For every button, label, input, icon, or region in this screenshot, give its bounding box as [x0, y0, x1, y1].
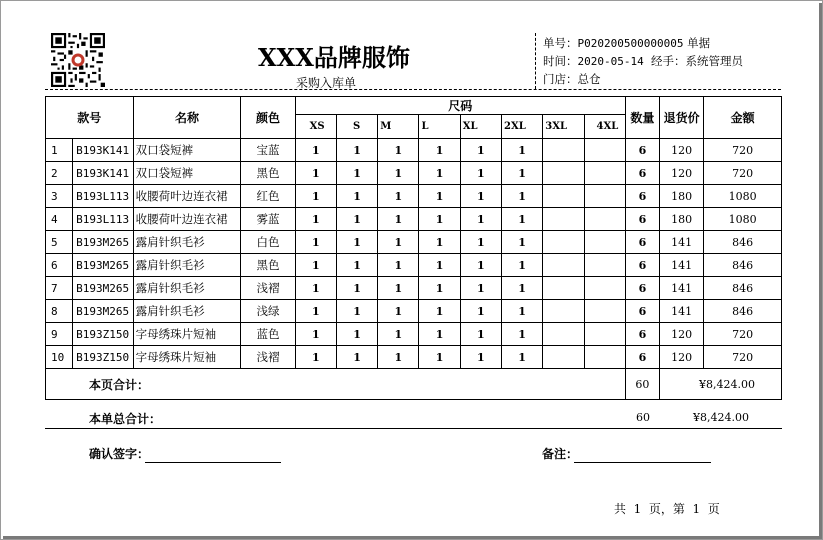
row-amount: 720	[704, 346, 782, 369]
row-code: B193M265	[73, 231, 133, 254]
row-size-qty: 1	[295, 162, 336, 185]
row-size-qty: 1	[295, 300, 336, 323]
row-price: 141	[660, 254, 704, 277]
row-code: B193Z150	[73, 323, 133, 346]
row-amount: 720	[704, 139, 782, 162]
table-row	[46, 346, 782, 369]
row-size-qty: 1	[295, 231, 336, 254]
store-value: 总仓	[577, 72, 601, 86]
row-size-qty: 1	[460, 231, 501, 254]
row-size-qty: 1	[502, 300, 543, 323]
page-subtotal-amount: ¥8,424.00	[660, 369, 782, 400]
row-size-qty: 1	[419, 139, 460, 162]
header-color: 颜色	[241, 97, 295, 139]
time-label: 时间：	[543, 54, 578, 68]
row-color: 宝蓝	[241, 139, 295, 162]
handler-label: 经手：	[651, 54, 686, 68]
row-size-qty: 1	[336, 208, 377, 231]
row-size-qty: 1	[419, 208, 460, 231]
row-qty: 6	[625, 254, 659, 277]
row-code: B193M265	[73, 277, 133, 300]
table-row	[46, 162, 782, 185]
row-size-qty: 1	[378, 300, 419, 323]
row-amount: 1080	[704, 208, 782, 231]
row-size-qty: 1	[502, 254, 543, 277]
row-size-qty: 1	[460, 254, 501, 277]
row-size-qty	[584, 277, 625, 300]
document-type: 采购入库单	[296, 76, 357, 90]
time-handler-line	[543, 53, 743, 69]
row-size-qty: 1	[502, 277, 543, 300]
doc-number: P020200500000005	[577, 37, 684, 50]
row-size-qty	[584, 231, 625, 254]
header-price: 退货价	[660, 97, 704, 139]
table-row	[46, 139, 782, 162]
table-row	[46, 323, 782, 346]
row-size-qty: 1	[502, 231, 543, 254]
row-code: B193K141	[73, 162, 133, 185]
row-index: 4	[46, 208, 73, 231]
row-price: 141	[660, 277, 704, 300]
row-size-qty: 1	[419, 231, 460, 254]
row-size-qty	[543, 346, 584, 369]
row-amount: 720	[704, 323, 782, 346]
row-size-qty: 1	[419, 346, 460, 369]
row-index: 5	[46, 231, 73, 254]
row-index: 6	[46, 254, 73, 277]
page-subtotal-qty: 60	[625, 369, 659, 400]
row-size-qty: 1	[419, 323, 460, 346]
row-amount: 720	[704, 162, 782, 185]
row-qty: 6	[625, 139, 659, 162]
row-size-qty	[584, 162, 625, 185]
row-index: 2	[46, 162, 73, 185]
row-size-qty: 1	[295, 139, 336, 162]
row-size-qty: 1	[336, 277, 377, 300]
row-size-qty: 1	[378, 139, 419, 162]
row-index: 10	[46, 346, 73, 369]
header-divider-vertical	[535, 33, 536, 89]
table-header-row	[46, 97, 782, 115]
row-index: 8	[46, 300, 73, 323]
row-size-qty: 1	[502, 139, 543, 162]
note-label: 备注：	[542, 447, 579, 461]
row-size-qty	[584, 323, 625, 346]
row-qty: 6	[625, 346, 659, 369]
doc-number-label: 单号：	[543, 36, 578, 50]
row-color: 雾蓝	[241, 208, 295, 231]
row-color: 浅褶	[241, 277, 295, 300]
row-size-qty: 1	[295, 254, 336, 277]
size-4xl: 4XL	[584, 115, 625, 139]
row-size-qty: 1	[502, 208, 543, 231]
row-size-qty: 1	[502, 323, 543, 346]
row-qty: 6	[625, 323, 659, 346]
row-color: 红色	[241, 185, 295, 208]
row-size-qty: 1	[336, 231, 377, 254]
header-size-group: 尺码	[295, 97, 625, 115]
row-size-qty	[543, 254, 584, 277]
row-size-qty: 1	[460, 277, 501, 300]
row-code: B193L113	[73, 185, 133, 208]
brand-title: XXX品牌服饰	[258, 43, 410, 72]
row-size-qty: 1	[336, 254, 377, 277]
row-name: 字母绣珠片短袖	[133, 323, 241, 346]
row-size-qty: 1	[295, 346, 336, 369]
row-size-qty: 1	[378, 185, 419, 208]
row-name: 双口袋短裤	[133, 162, 241, 185]
page-shadow-right	[819, 3, 822, 539]
grand-total-qty: 60	[636, 411, 650, 424]
row-size-qty: 1	[460, 185, 501, 208]
table-row	[46, 231, 782, 254]
row-index: 1	[46, 139, 73, 162]
sign-label: 确认签字：	[89, 447, 150, 461]
row-size-qty	[543, 139, 584, 162]
row-color: 黑色	[241, 162, 295, 185]
row-size-qty: 1	[295, 323, 336, 346]
table-row	[46, 277, 782, 300]
row-price: 120	[660, 139, 704, 162]
row-size-qty: 1	[460, 323, 501, 346]
row-color: 浅褶	[241, 346, 295, 369]
header-amount: 金额	[704, 97, 782, 139]
row-size-qty	[543, 277, 584, 300]
row-size-qty: 1	[336, 346, 377, 369]
row-qty: 6	[625, 162, 659, 185]
row-size-qty: 1	[295, 208, 336, 231]
table-row	[46, 300, 782, 323]
row-color: 黑色	[241, 254, 295, 277]
row-amount: 846	[704, 254, 782, 277]
row-size-qty	[543, 162, 584, 185]
row-size-qty: 1	[378, 277, 419, 300]
row-size-qty: 1	[460, 162, 501, 185]
row-code: B193Z150	[73, 346, 133, 369]
row-price: 120	[660, 162, 704, 185]
row-name: 露肩针织毛衫	[133, 300, 241, 323]
row-size-qty	[543, 185, 584, 208]
row-size-qty: 1	[460, 346, 501, 369]
row-size-qty: 1	[378, 208, 419, 231]
row-size-qty: 1	[336, 300, 377, 323]
page-subtotal-label: 本页合计：	[46, 369, 626, 400]
size-2xl: 2XL	[502, 115, 543, 139]
table-row	[46, 208, 782, 231]
row-size-qty: 1	[460, 139, 501, 162]
size-3xl: 3XL	[543, 115, 584, 139]
row-size-qty: 1	[419, 185, 460, 208]
header-qty: 数量	[625, 97, 659, 139]
time-value: 2020-05-14	[577, 55, 644, 68]
row-name: 露肩针织毛衫	[133, 254, 241, 277]
store-line	[543, 71, 601, 87]
row-index: 9	[46, 323, 73, 346]
row-size-qty: 1	[378, 323, 419, 346]
row-name: 字母绣珠片短袖	[133, 346, 241, 369]
size-l: L	[419, 115, 460, 139]
row-size-qty	[543, 323, 584, 346]
row-name: 双口袋短裤	[133, 139, 241, 162]
size-m: M	[378, 115, 419, 139]
header-name: 名称	[133, 97, 241, 139]
doc-number-line	[543, 35, 710, 51]
row-size-qty: 1	[460, 208, 501, 231]
row-amount: 846	[704, 231, 782, 254]
page-shadow-bottom	[3, 536, 821, 539]
row-name: 露肩针织毛衫	[133, 231, 241, 254]
row-name: 收腰荷叶边连衣裙	[133, 208, 241, 231]
table-row	[46, 254, 782, 277]
table-row	[46, 185, 782, 208]
row-price: 141	[660, 300, 704, 323]
row-name: 露肩针织毛衫	[133, 277, 241, 300]
grand-total-label: 本单总合计：	[89, 412, 162, 426]
grand-total-rule	[45, 428, 782, 429]
row-size-qty: 1	[502, 185, 543, 208]
row-size-qty	[584, 139, 625, 162]
note-line	[574, 462, 711, 463]
row-code: B193M265	[73, 300, 133, 323]
store-label: 门店：	[543, 72, 578, 86]
row-size-qty: 1	[378, 346, 419, 369]
row-size-qty: 1	[295, 185, 336, 208]
qr-code-icon	[51, 33, 105, 87]
row-price: 180	[660, 208, 704, 231]
row-price: 180	[660, 185, 704, 208]
row-size-qty: 1	[460, 300, 501, 323]
row-size-qty	[584, 185, 625, 208]
row-color: 白色	[241, 231, 295, 254]
row-amount: 846	[704, 277, 782, 300]
row-size-qty	[584, 300, 625, 323]
row-size-qty: 1	[336, 185, 377, 208]
row-size-qty: 1	[378, 162, 419, 185]
row-color: 蓝色	[241, 323, 295, 346]
row-qty: 6	[625, 185, 659, 208]
row-size-qty	[584, 208, 625, 231]
size-s: S	[336, 115, 377, 139]
row-size-qty	[584, 346, 625, 369]
row-size-qty: 1	[378, 254, 419, 277]
grand-total-amount: ¥8,424.00	[693, 411, 749, 424]
row-size-qty: 1	[295, 277, 336, 300]
row-amount: 1080	[704, 185, 782, 208]
row-size-qty: 1	[419, 254, 460, 277]
row-size-qty	[543, 208, 584, 231]
row-qty: 6	[625, 208, 659, 231]
row-size-qty	[543, 231, 584, 254]
handler-value: 系统管理员	[685, 54, 744, 68]
page-indicator: 共 1 页，第 1 页	[614, 502, 720, 516]
row-size-qty: 1	[419, 277, 460, 300]
row-qty: 6	[625, 277, 659, 300]
row-index: 7	[46, 277, 73, 300]
row-size-qty	[543, 300, 584, 323]
row-size-qty: 1	[336, 139, 377, 162]
row-color: 浅绿	[241, 300, 295, 323]
size-xs: XS	[295, 115, 336, 139]
page-subtotal-row	[46, 369, 782, 400]
row-size-qty	[584, 254, 625, 277]
row-price: 141	[660, 231, 704, 254]
row-code: B193L113	[73, 208, 133, 231]
header-divider-horizontal	[45, 89, 781, 90]
row-index: 3	[46, 185, 73, 208]
row-amount: 846	[704, 300, 782, 323]
row-size-qty: 1	[336, 162, 377, 185]
goods-table	[45, 96, 782, 400]
row-size-qty: 1	[419, 162, 460, 185]
size-xl: XL	[460, 115, 501, 139]
row-price: 120	[660, 323, 704, 346]
row-code: B193K141	[73, 139, 133, 162]
row-size-qty: 1	[419, 300, 460, 323]
row-size-qty: 1	[336, 323, 377, 346]
row-qty: 6	[625, 231, 659, 254]
row-size-qty: 1	[378, 231, 419, 254]
sign-line	[145, 462, 281, 463]
row-qty: 6	[625, 300, 659, 323]
row-size-qty: 1	[502, 162, 543, 185]
row-name: 收腰荷叶边连衣裙	[133, 185, 241, 208]
row-size-qty: 1	[502, 346, 543, 369]
row-price: 120	[660, 346, 704, 369]
header-code: 款号	[46, 97, 134, 139]
doc-number-suffix: 单据	[687, 36, 711, 50]
row-code: B193M265	[73, 254, 133, 277]
